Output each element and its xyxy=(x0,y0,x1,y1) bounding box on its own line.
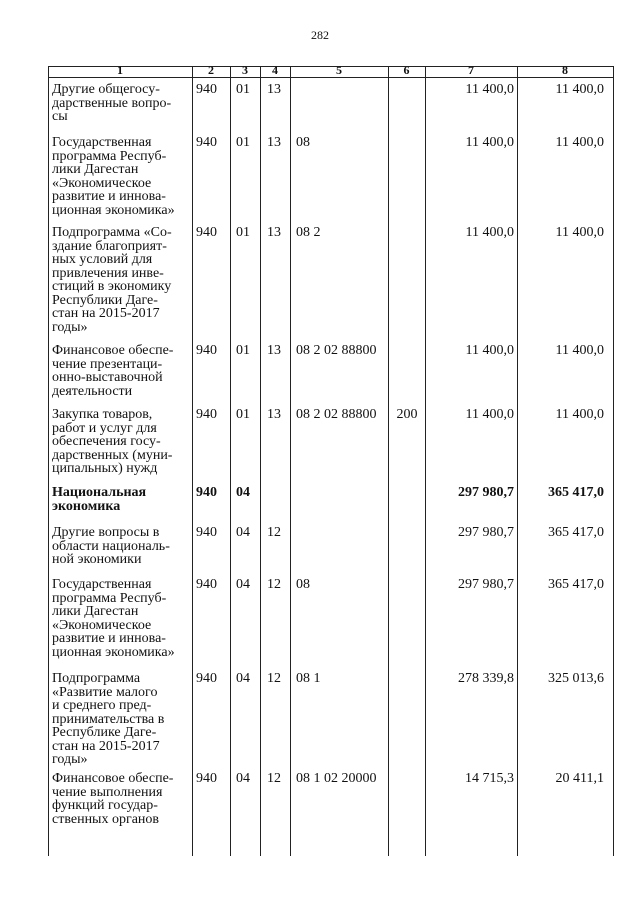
column-divider xyxy=(388,66,389,856)
cell-amount-col8: 20 411,1 xyxy=(555,771,604,786)
cell-ministry-code: 940 xyxy=(196,525,217,540)
cell-target-article: 08 1 02 20000 xyxy=(296,771,377,786)
cell-amount-col7: 297 980,7 xyxy=(458,577,514,592)
cell-section-code: 04 xyxy=(236,771,250,786)
column-divider xyxy=(230,66,231,856)
cell-amount-col7: 11 400,0 xyxy=(465,407,514,422)
cell-subsection-code: 13 xyxy=(267,135,281,150)
cell-ministry-code: 940 xyxy=(196,343,217,358)
cell-target-article: 08 2 xyxy=(296,225,321,240)
cell-ministry-code: 940 xyxy=(196,135,217,150)
cell-amount-col8: 325 013,6 xyxy=(548,671,604,686)
cell-amount-col8: 11 400,0 xyxy=(555,225,604,240)
cell-target-article: 08 1 xyxy=(296,671,321,686)
table-header-row xyxy=(48,63,614,77)
column-divider xyxy=(517,66,518,856)
cell-amount-col8: 11 400,0 xyxy=(555,343,604,358)
cell-amount-col7: 11 400,0 xyxy=(465,343,514,358)
column-header: 5 xyxy=(336,63,342,77)
column-header: 6 xyxy=(403,63,410,77)
header-divider xyxy=(48,77,614,78)
cell-amount-col7: 278 339,8 xyxy=(458,671,514,686)
cell-subsection-code: 13 xyxy=(267,82,281,97)
cell-amount-col7: 297 980,7 xyxy=(458,485,514,500)
column-divider xyxy=(260,66,261,856)
cell-subsection-code: 12 xyxy=(267,771,281,786)
cell-target-article: 08 2 02 88800 xyxy=(296,407,377,422)
cell-subsection-code: 12 xyxy=(267,577,281,592)
cell-amount-col8: 365 417,0 xyxy=(548,485,604,500)
cell-target-article: 08 2 02 88800 xyxy=(296,343,377,358)
cell-amount-col7: 11 400,0 xyxy=(465,225,514,240)
row-label: Закупка товаров, работ и услуг для обеспечения госу- дарственных (муни- ципальных) нужд xyxy=(52,407,173,476)
cell-section-code: 01 xyxy=(236,135,250,150)
cell-subsection-code: 12 xyxy=(267,671,281,686)
cell-target-article: 08 xyxy=(296,577,310,592)
column-header: 2 xyxy=(208,63,214,77)
cell-amount-col7: 11 400,0 xyxy=(465,135,514,150)
cell-amount-col8: 11 400,0 xyxy=(555,82,604,97)
row-label: Подпрограмма «Со- здание благоприят- ных условий для привлечения инве- стиций в экономику Республики Даге- стан на 2015-2017 годы» xyxy=(52,225,172,335)
cell-ministry-code: 940 xyxy=(196,771,217,786)
row-label: Другие общегосу- дарственные вопро- сы xyxy=(52,82,172,124)
page-number: 282 xyxy=(311,28,329,42)
table-border-left xyxy=(48,66,49,856)
table-border-right xyxy=(613,66,614,856)
cell-section-code: 01 xyxy=(236,343,250,358)
cell-section-code: 04 xyxy=(236,577,250,592)
cell-amount-col7: 14 715,3 xyxy=(465,771,514,786)
cell-amount-col8: 11 400,0 xyxy=(555,407,604,422)
cell-ministry-code: 940 xyxy=(196,82,217,97)
column-header: 7 xyxy=(468,63,474,77)
row-label: Государственная программа Респуб- лики Дагестан «Экономическое развитие и иннова- ционная экономика» xyxy=(52,135,175,218)
row-label: Другие вопросы в области националь- ной экономики xyxy=(52,525,170,567)
cell-section-code: 01 xyxy=(236,225,250,240)
cell-section-code: 04 xyxy=(236,485,250,500)
column-divider xyxy=(192,66,193,856)
row-label: Подпрограмма «Развитие малого и среднего пред- принимательства в Республике Даге- стан на 2015-2017 годы» xyxy=(52,671,165,767)
cell-amount-col8: 365 417,0 xyxy=(548,577,604,592)
cell-amount-col7: 297 980,7 xyxy=(458,525,514,540)
row-label: Финансовое обеспе- чение презентаци- онно-выставочной деятельности xyxy=(52,343,174,399)
cell-ministry-code: 940 xyxy=(196,407,217,422)
column-divider xyxy=(425,66,426,856)
row-label: Национальная экономика xyxy=(52,485,147,514)
cell-section-code: 01 xyxy=(236,407,250,422)
cell-amount-col8: 365 417,0 xyxy=(548,525,604,540)
column-header: 8 xyxy=(562,63,568,77)
column-divider xyxy=(290,66,291,856)
cell-ministry-code: 940 xyxy=(196,671,217,686)
cell-amount-col7: 11 400,0 xyxy=(465,82,514,97)
column-header: 3 xyxy=(242,63,248,77)
cell-subsection-code: 13 xyxy=(267,225,281,240)
cell-ministry-code: 940 xyxy=(196,225,217,240)
cell-expense-type: 200 xyxy=(396,407,418,422)
cell-section-code: 04 xyxy=(236,525,250,540)
cell-subsection-code: 13 xyxy=(267,407,281,422)
cell-subsection-code: 13 xyxy=(267,343,281,358)
cell-target-article: 08 xyxy=(296,135,310,150)
budget-table xyxy=(48,63,614,856)
column-header: 1 xyxy=(117,63,123,77)
row-label: Финансовое обеспе- чение выполнения функций государ- ственных органов xyxy=(52,771,174,827)
cell-section-code: 04 xyxy=(236,671,250,686)
cell-ministry-code: 940 xyxy=(196,485,217,500)
cell-subsection-code: 12 xyxy=(267,525,281,540)
row-label: Государственная программа Респуб- лики Дагестан «Экономическое развитие и иннова- ционная экономика» xyxy=(52,577,175,660)
cell-ministry-code: 940 xyxy=(196,577,217,592)
cell-section-code: 01 xyxy=(236,82,250,97)
cell-amount-col8: 11 400,0 xyxy=(555,135,604,150)
column-header: 4 xyxy=(272,63,278,77)
